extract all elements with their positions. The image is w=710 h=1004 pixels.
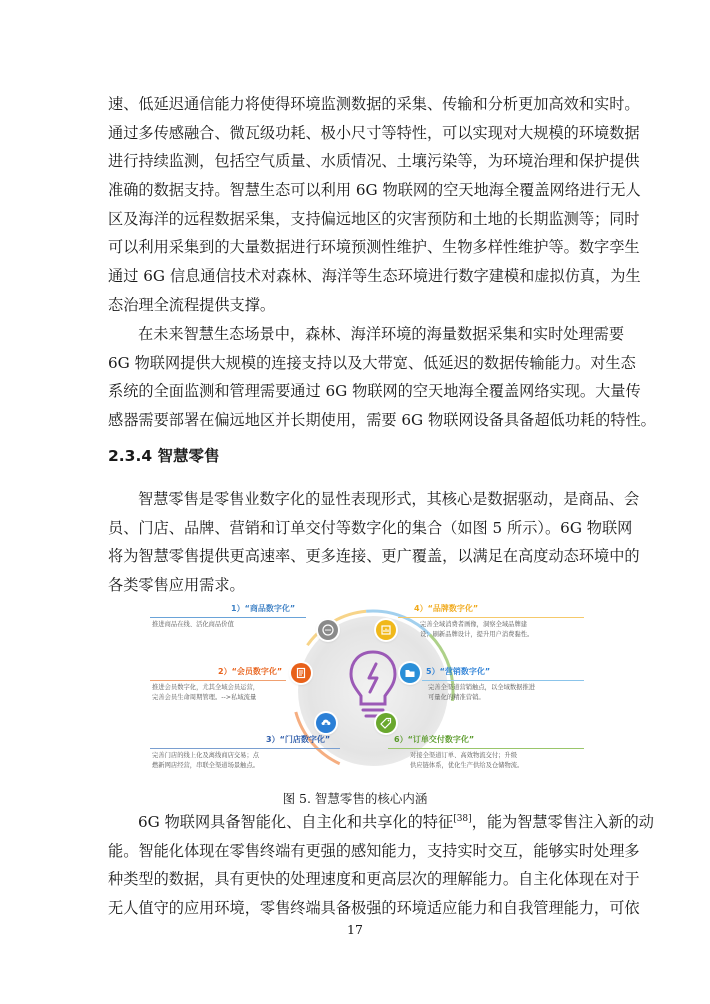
page-number: 17	[347, 922, 363, 937]
figure-item-label: 3）“门店数字化”	[266, 735, 331, 744]
figure-connector-line	[150, 748, 340, 749]
member-card-icon	[291, 663, 311, 683]
figure-item-desc: 完善门店的线上化及离线商店交易；点 燃新网店经营，串联全渠道场景触点。	[152, 752, 260, 769]
text-line: 6G 物联网具备智能化、自主化和共享化的特征[38]，能为智慧零售注入新的动	[138, 813, 654, 831]
citation-ref: [38]	[453, 813, 472, 824]
brand-chart-icon	[376, 620, 396, 640]
store-upload-icon	[316, 713, 336, 733]
text-line: 无人值守的应用环境，零售终端具备极强的环境适应能力和自我管理能力，可依	[108, 899, 640, 918]
paragraph-iot-features	[108, 808, 654, 923]
paragraph-eco-monitoring	[108, 90, 641, 320]
figure-item-label: 4）“品牌数字化”	[414, 604, 479, 613]
figure-item-label: 6）“订单交付数字化”	[394, 735, 475, 744]
figure-item-label: 1）“商品数字化”	[231, 604, 296, 613]
text-line: 各类零售应用需求。	[108, 576, 245, 595]
text-line: 在未来智慧生态场景中，森林、海洋环境的海量数据采集和实时处理需要	[138, 325, 624, 343]
text-line: 态治理全流程提供支撑。	[108, 295, 276, 314]
paragraph-smart-retail	[108, 485, 640, 600]
smart-retail-figure	[148, 600, 588, 782]
text-line: 通过多传感融合、微瓦级功耗、极小尺寸等特性，可以实现对大规模的环境数据	[108, 123, 640, 142]
text-line: 进行持续监测，包括空气质量、水质情况、土壤污染等，为环境治理和保护提供	[108, 152, 640, 171]
text-line: 速、低延迟通信能力将使得环境监测数据的采集、传输和分析更加高效和实时。	[108, 95, 640, 113]
figure-item-label: 5）“营销数字化”	[426, 667, 491, 676]
text-line: 种类型的数据，具有更快的处理速度和更高层次的理解能力。自主化体现在对于	[108, 870, 640, 889]
figure-connector-line	[150, 617, 306, 618]
figure-connector-line	[388, 748, 584, 749]
figure-connector-line	[422, 680, 584, 681]
figure-item-desc: 对接全渠道订单、高效物流交付；升级 供应链体系，优化生产供给及仓储物流。	[410, 752, 524, 769]
tag-icon	[376, 713, 396, 733]
figure-item-label: 2）“会员数字化”	[218, 667, 283, 676]
lightbulb-icon	[343, 646, 403, 726]
text-line: 感器需要部署在偏远地区并长期使用，需要 6G 物联网设备具备超低功耗的特性。	[108, 411, 656, 430]
figure-item-desc: 完善全渠道营销触点，以全域数据推进 可量化的精准营销。	[428, 684, 536, 701]
chat-bubble-icon	[318, 620, 338, 640]
section-heading: 2.3.4 智慧零售	[108, 447, 220, 465]
text-line: 区及海洋的远程数据采集，支持偏远地区的灾害预防和土地的长期监测等；同时	[108, 209, 640, 228]
figure-connector-line	[398, 617, 584, 618]
text-line: 准确的数据支持。智慧生态可以利用 6G 物联网的空天地海全覆盖网络进行无人	[108, 181, 641, 200]
figure-item-desc: 推进商品在线、活化商品价值	[152, 621, 234, 628]
text-line: 通过 6G 信息通信技术对森林、海洋等生态环境进行数字建模和虚拟仿真，为生	[108, 267, 641, 286]
text-line: 能。智能化体现在零售终端有更强的感知能力，支持实时交互，能够实时处理多	[108, 841, 640, 860]
figure-item-desc: 完善全域消费者画像，洞察全域品牌建 设；刷新品牌设计，提升用户消费黏性。	[420, 621, 534, 638]
paragraph-eco-requirements	[108, 320, 656, 435]
text-line: 员、门店、品牌、营销和订单交付等数字化的集合（如图 5 所示）。6G 物联网	[108, 518, 633, 537]
figure-item-desc: 推进会员数字化，尤其全域会员运营， 完善会员生命周期管理。-->私域流量	[152, 684, 260, 701]
text-line: 可以利用采集到的大量数据进行环境预测性维护、生物多样性维护等。数字孪生	[108, 238, 640, 257]
folder-icon	[400, 663, 420, 683]
figure-caption: 图 5. 智慧零售的核心内涵	[282, 791, 428, 806]
text-line: 系统的全面监测和管理需要通过 6G 物联网的空天地海全覆盖网络实现。大量传	[108, 382, 641, 401]
figure-connector-line	[150, 680, 286, 681]
text-line: 将为智慧零售提供更高速率、更多连接、更广覆盖，以满足在高度动态环境中的	[108, 547, 640, 566]
text-line: 6G 物联网提供大规模的连接支持以及大带宽、低延迟的数据传输能力。对生态	[108, 353, 636, 372]
text-line: 智慧零售是零售业数字化的显性表现形式，其核心是数据驱动，是商品、会	[138, 490, 640, 508]
